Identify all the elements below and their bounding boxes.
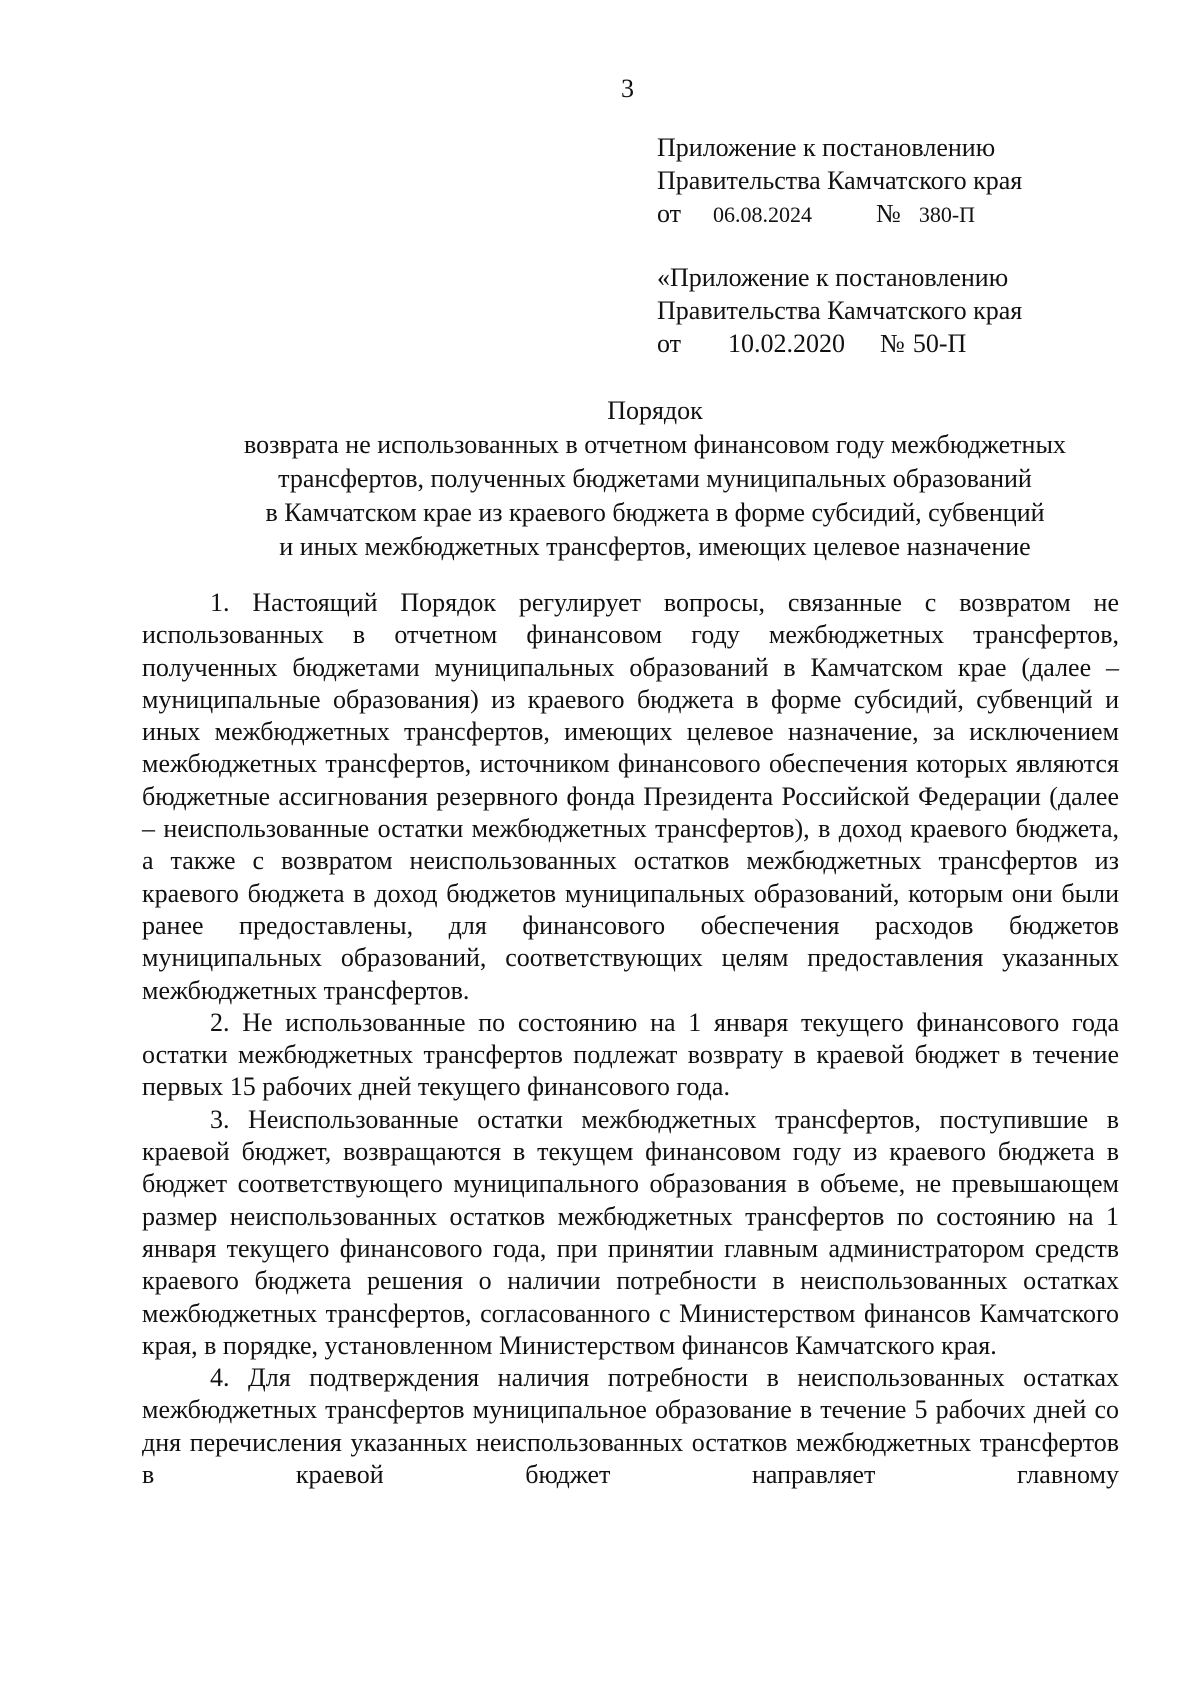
- paragraph-1: 1. Настоящий Порядок регулирует вопросы, связанные с возвратом не использованных в отчетном финансовом году межбюджетных трансфертов, полученных бюджетами муниципальных образований в Камчатском крае (далее – муниципальные образования) из краевого бюджета в форме субсидий, субвенций и иных межбюджетных трансфертов, имеющих целевое назначение, за исключением межбюджетных трансфертов, источником финансового обеспечения которых являются бюджетные ассигнования резервного фонда Президента Российской Федерации (далее – неиспользованные остатки межбюджетных трансфертов), в доход краевого бюджета, а также с возвратом неиспользованных остатков межбюджетных трансфертов из краевого бюджета в доход бюджетов муниципальных образований, которым они были ранее предоставлены, для финансового обеспечения расходов бюджетов муниципальных образований, соответствующих целям предоставления указанных межбюджетных трансфертов.: [142, 588, 1119, 1005]
- approval-date-row: [657, 197, 1107, 231]
- from-label: от: [657, 329, 682, 358]
- approval-line-2: Правительства Камчатского края: [657, 166, 1023, 195]
- title-line: возврата не использованных в отчетном финансовом году межбюджетных: [244, 430, 1066, 459]
- approval-stamp-original: [657, 261, 1107, 360]
- approval-line-1: Приложение к постановлению: [657, 133, 996, 162]
- title-line: в Камчатском крае из краевого бюджета в форме субсидий, субвенций: [265, 498, 1045, 527]
- paragraph-4: 4. Для подтверждения наличия потребности в неиспользованных остатках межбюджетных трансфертов муниципальное образование в течение 5 рабочих дней со дня перечисления указанных неиспользованных остатков межбюджетных трансфертов в краевой бюджет направляет главному: [142, 1363, 1119, 1490]
- approval-number: 50-П: [912, 329, 967, 358]
- number-sign: №: [876, 199, 901, 228]
- approval-line-2: Правительства Камчатского края: [657, 296, 1023, 325]
- approval-line-1: «Приложение к постановлению: [657, 263, 1009, 292]
- approval-stamp-current: [657, 131, 1107, 231]
- title-line: и иных межбюджетных трансфертов, имеющих целевое назначение: [279, 532, 1031, 561]
- document-title: [150, 394, 1160, 564]
- approval-date: 06.08.2024: [713, 202, 813, 227]
- paragraph-2: 2. Не использованные по состоянию на 1 января текущего финансового года остатки межбюджетных трансфертов подлежат возврату в краевой бюджет в течение первых 15 рабочих дней текущего финансового года.: [142, 1007, 1119, 1102]
- approval-date: 10.02.2020: [728, 329, 846, 358]
- number-sign: №: [880, 329, 905, 358]
- paragraph-3: 3. Неиспользованные остатки межбюджетных трансфертов, поступившие в краевой бюджет, возвращаются в текущем финансовом году из краевого бюджета в бюджет соответствующего муниципального образования в объеме, не превышающем размер неиспользованных остатков межбюджетных трансфертов по состоянию на 1 января текущего финансового года, при принятии главным администратором средств краевого бюджета решения о наличии потребности в неиспользованных остатках межбюджетных трансфертов, согласованного с Министерством финансов Камчатского края, в порядке, установленном Министерством финансов Камчатского края.: [142, 1104, 1119, 1360]
- title-line: трансфертов, полученных бюджетами муниципальных образований: [278, 464, 1032, 493]
- title-heading: Порядок: [607, 396, 703, 425]
- document-body: [142, 587, 1119, 1491]
- approval-number: 380-П: [918, 202, 976, 227]
- from-label: от: [657, 199, 682, 228]
- approval-date-row: [657, 327, 1107, 360]
- page-number: 3: [621, 74, 634, 103]
